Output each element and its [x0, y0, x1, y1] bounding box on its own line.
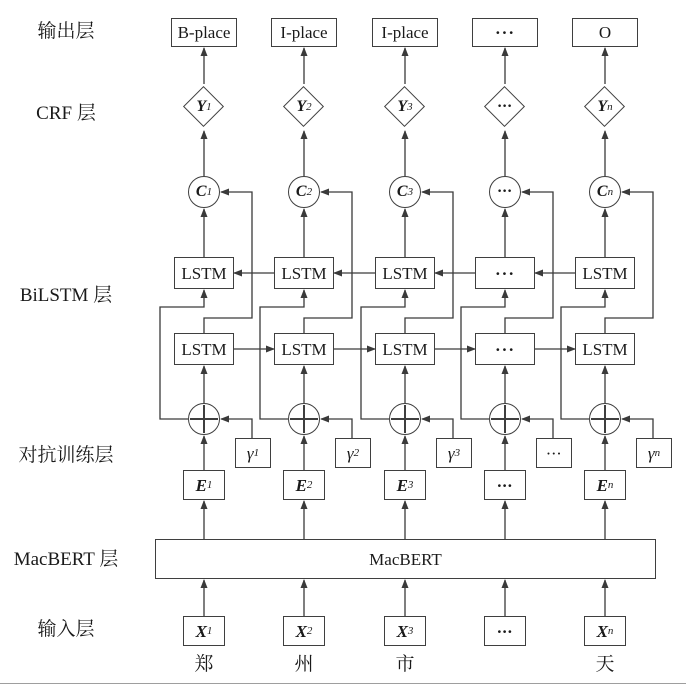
output-tag-label: I-place [280, 23, 328, 42]
lstm-label: LSTM [382, 339, 428, 359]
lstm-forward-box [174, 333, 234, 365]
symbol: γ [246, 443, 254, 463]
subscript: 2 [306, 624, 313, 637]
subscript: 2 [353, 446, 360, 459]
output-tag-label: B-place [177, 23, 231, 42]
add-node [288, 403, 320, 435]
symbol: X [596, 621, 608, 641]
symbol: E [195, 475, 207, 495]
concat-node [589, 176, 621, 208]
input-character: 州 [294, 654, 314, 675]
add-node [489, 403, 521, 435]
embedding-box [584, 470, 626, 500]
subscript: 1 [206, 624, 213, 637]
symbol: X [195, 621, 207, 641]
subscript: 1 [206, 100, 212, 113]
subscript: 3 [407, 478, 414, 491]
crf-node-label [182, 85, 226, 129]
lstm-label: LSTM [181, 263, 227, 283]
output-tag-box [171, 18, 237, 47]
symbol: ··· [546, 443, 562, 463]
lstm-label: LSTM [281, 339, 327, 359]
subscript: n [607, 100, 613, 113]
symbol: E [596, 475, 608, 495]
layer-label-input: 输入层 [37, 619, 95, 640]
symbol: ··· [497, 475, 513, 495]
layer-label-output: 输出层 [37, 21, 95, 42]
layer-label-macbert: MacBERT 层 [13, 549, 119, 570]
output-tag-label: O [598, 23, 612, 42]
symbol: ··· [497, 183, 513, 200]
symbol: E [396, 475, 408, 495]
output-tag-label: I-place [381, 23, 429, 42]
layer-label-crf: CRF 层 [36, 103, 96, 124]
symbol: C [295, 183, 307, 200]
subscript: 3 [407, 624, 414, 637]
concat-node [288, 176, 320, 208]
input-token-box [384, 616, 426, 646]
embedding-box [183, 470, 225, 500]
lstm-label: ··· [494, 339, 515, 359]
symbol: C [195, 183, 207, 200]
lstm-label: LSTM [582, 263, 628, 283]
concat-node [188, 176, 220, 208]
gamma-box [436, 438, 472, 468]
lstm-backward-box [475, 257, 535, 289]
macbert-box-label: MacBERT [369, 549, 442, 569]
output-tag-label: ··· [494, 23, 515, 42]
symbol: C [596, 183, 608, 200]
gamma-box [636, 438, 672, 468]
subscript: 1 [206, 478, 213, 491]
symbol: X [295, 621, 307, 641]
subscript: 2 [306, 478, 313, 491]
add-node [389, 403, 421, 435]
input-character: 市 [395, 654, 415, 675]
layer-label-adversarial: 对抗训练层 [18, 445, 114, 466]
gamma-box [235, 438, 271, 468]
crf-node [483, 85, 527, 129]
symbol: ··· [497, 621, 513, 641]
subscript: n [607, 185, 614, 198]
lstm-label: LSTM [181, 339, 227, 359]
embedding-box [283, 470, 325, 500]
input-token-box [484, 616, 526, 646]
lstm-forward-box [575, 333, 635, 365]
subscript: 2 [306, 185, 313, 198]
concat-node [389, 176, 421, 208]
lstm-label: LSTM [582, 339, 628, 359]
symbol: γ [346, 443, 354, 463]
crf-node [383, 85, 427, 129]
layer-label-bilstm: BiLSTM 层 [19, 285, 113, 306]
input-character: 天 [595, 654, 615, 675]
subscript: n [607, 478, 614, 491]
subscript: n [607, 624, 614, 637]
subscript: 1 [253, 446, 260, 459]
symbol: Y [397, 98, 408, 115]
macbert-box [155, 539, 656, 579]
symbol: Y [296, 98, 307, 115]
crf-node-label [383, 85, 427, 129]
crf-node-label [483, 85, 527, 129]
lstm-forward-box [375, 333, 435, 365]
lstm-backward-box [174, 257, 234, 289]
embedding-box [384, 470, 426, 500]
symbol: Y [196, 98, 207, 115]
symbol: X [396, 621, 408, 641]
subscript: 1 [206, 185, 213, 198]
crf-node [583, 85, 627, 129]
crf-node-label [583, 85, 627, 129]
symbol: ··· [497, 98, 513, 115]
figure-bottom-border [0, 683, 686, 684]
symbol: γ [647, 443, 655, 463]
input-character [485, 654, 525, 676]
subscript: 3 [407, 100, 413, 113]
embedding-box [484, 470, 526, 500]
symbol: Y [597, 98, 608, 115]
lstm-forward-box [475, 333, 535, 365]
output-tag-box [372, 18, 438, 47]
lstm-backward-box [274, 257, 334, 289]
add-node [589, 403, 621, 435]
symbol: E [295, 475, 307, 495]
subscript: 3 [407, 185, 414, 198]
output-tag-box [271, 18, 337, 47]
output-tag-box [572, 18, 638, 47]
gamma-box [335, 438, 371, 468]
input-character: 郑 [194, 654, 214, 675]
input-token-box [283, 616, 325, 646]
add-node [188, 403, 220, 435]
output-tag-box [472, 18, 538, 47]
concat-node [489, 176, 521, 208]
input-token-box [584, 616, 626, 646]
lstm-forward-box [274, 333, 334, 365]
crf-node [282, 85, 326, 129]
lstm-label: LSTM [281, 263, 327, 283]
subscript: 2 [306, 100, 312, 113]
crf-node-label [282, 85, 326, 129]
subscript: 3 [454, 446, 461, 459]
subscript: n [654, 446, 661, 459]
lstm-label: ··· [494, 263, 515, 283]
lstm-backward-box [575, 257, 635, 289]
gamma-box [536, 438, 572, 468]
symbol: γ [447, 443, 455, 463]
input-token-box [183, 616, 225, 646]
lstm-backward-box [375, 257, 435, 289]
lstm-label: LSTM [382, 263, 428, 283]
symbol: C [396, 183, 408, 200]
crf-node [182, 85, 226, 129]
